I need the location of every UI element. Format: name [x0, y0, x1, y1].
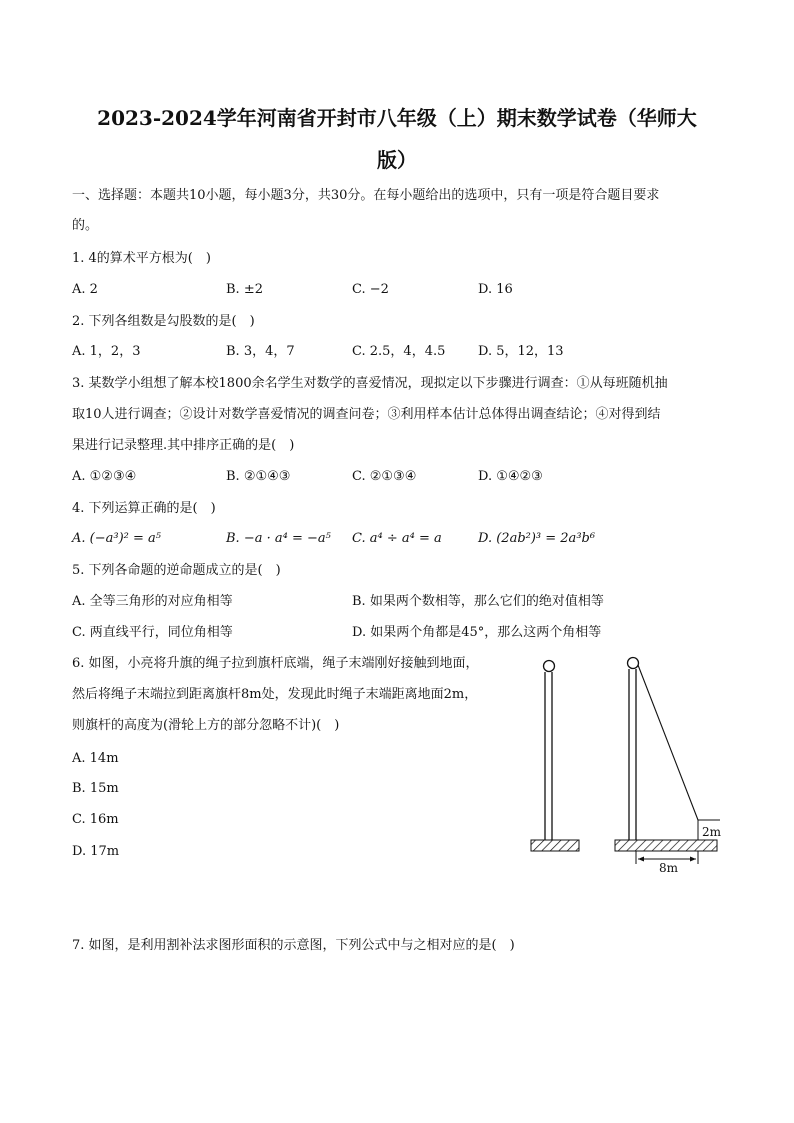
- question-6-stem-line1: 6. 如图，小亮将升旗的绳子拉到旗杆底端，绳子末端刚好接触到地面，: [72, 656, 479, 671]
- exam-title-line2: 版）: [377, 148, 417, 172]
- question-6-option-a: A. 14m: [72, 751, 119, 766]
- section-heading-cont: 的。: [72, 218, 99, 233]
- question-5-option-a: A. 全等三角形的对应角相等: [72, 594, 233, 609]
- question-1-option-b: B. ±2: [226, 282, 263, 297]
- question-6-option-d: D. 17m: [72, 844, 120, 859]
- question-6-option-b: B. 15m: [72, 781, 119, 796]
- question-2-option-a: A. 1，2，3: [72, 344, 141, 359]
- question-2-option-d: D. 5，12，13: [478, 344, 564, 359]
- figure-label-height: 2m: [702, 825, 722, 839]
- question-3-option-d: D. ①④②③: [478, 469, 543, 484]
- question-3-stem-line3: 果进行记录整理.其中排序正确的是( ): [72, 438, 295, 453]
- flagpole-figure: [528, 652, 724, 884]
- question-4-stem: 4. 下列运算正确的是( ): [72, 501, 216, 516]
- question-3-option-b: B. ②①④③: [226, 469, 291, 484]
- question-2-option-c: C. 2.5，4，4.5: [352, 344, 446, 359]
- question-4-option-b: B. −a · a⁴ = −a⁵: [226, 531, 331, 546]
- question-3-stem-line2: 取10人进行调查；②设计对数学喜爱情况的调查问卷；③利用样本估计总体得出调查结论；④对得到结: [72, 407, 661, 422]
- question-4-option-d: D. (2ab²)³ = 2a³b⁶: [478, 531, 596, 546]
- question-1-option-d: D. 16: [478, 282, 513, 297]
- question-5-option-b: B. 如果两个数相等，那么它们的绝对值相等: [352, 594, 604, 609]
- question-7-stem: 7. 如图，是利用割补法求图形面积的示意图，下列公式中与之相对应的是( ): [72, 938, 515, 953]
- section-heading: 一、选择题：本题共10小题，每小题3分，共30分。在每小题给出的选项中，只有一项是符合题目要求: [72, 188, 660, 203]
- question-1-option-a: A. 2: [72, 282, 98, 297]
- question-6-option-c: C. 16m: [72, 812, 119, 827]
- question-2-stem: 2. 下列各组数是勾股数的是( ): [72, 314, 255, 329]
- question-4-option-c: C. a⁴ ÷ a⁴ = a: [352, 531, 442, 546]
- question-3-option-a: A. ①②③④: [72, 469, 137, 484]
- figure-label-distance: 8m: [659, 861, 679, 875]
- flagpole-left: [531, 661, 579, 852]
- exam-title-line1: 2023-2024学年河南省开封市八年级（上）期末数学试卷（华师大: [97, 106, 697, 130]
- question-6-stem-line2: 然后将绳子末端拉到距离旗杆8m处，发现此时绳子末端距离地面2m，: [72, 687, 478, 702]
- question-1-stem: 1. 4的算术平方根为( ): [72, 251, 211, 266]
- question-3-option-c: C. ②①③④: [352, 469, 417, 484]
- question-5-option-d: D. 如果两个角都是45°，那么这两个角相等: [352, 625, 602, 640]
- question-2-option-b: B. 3，4，7: [226, 344, 295, 359]
- question-5-stem: 5. 下列各命题的逆命题成立的是( ): [72, 563, 281, 578]
- question-1-option-c: C. −2: [352, 282, 389, 297]
- question-3-stem-line1: 3. 某数学小组想了解本校1800余名学生对数学的喜爱情况，现拟定以下步骤进行调查：①从每班随机抽: [72, 376, 668, 391]
- question-6-stem-line3: 则旗杆的高度为(滑轮上方的部分忽略不计)( ): [72, 718, 340, 733]
- rope-line: [638, 665, 698, 820]
- question-5-option-c: C. 两直线平行，同位角相等: [72, 625, 233, 640]
- question-4-option-a: A. (−a³)² = a⁵: [72, 531, 161, 546]
